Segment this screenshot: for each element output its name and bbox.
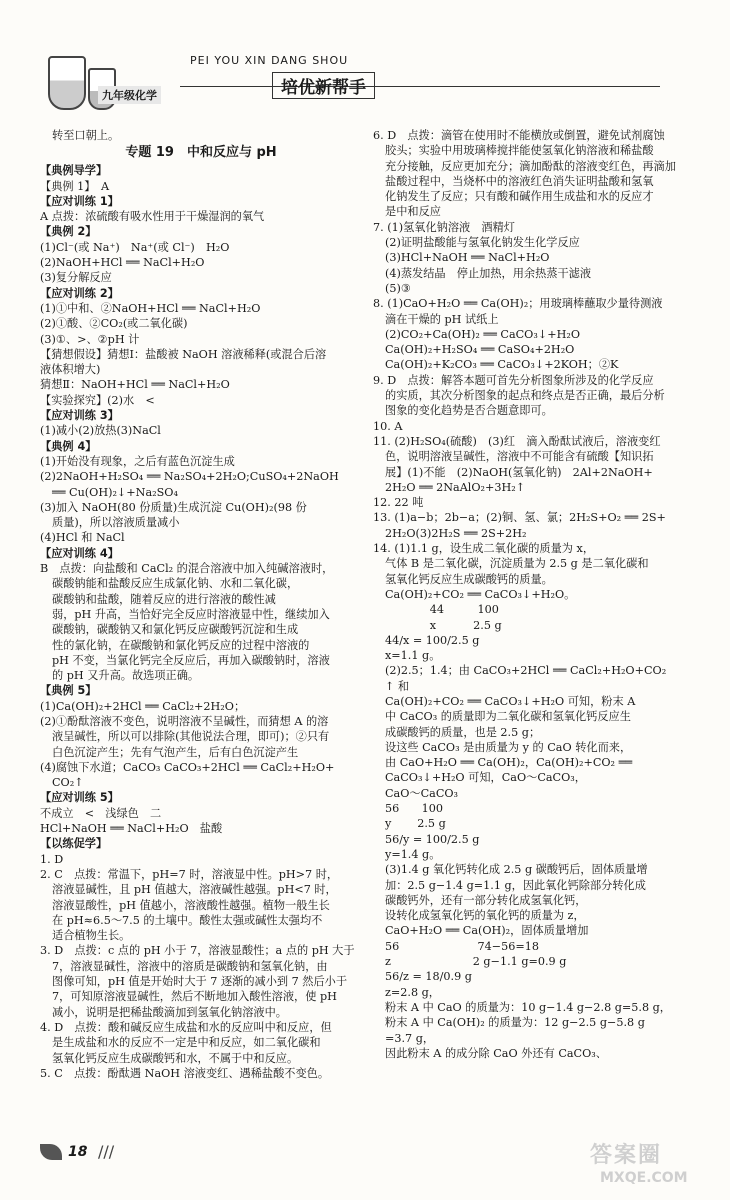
flask-icon — [48, 56, 86, 110]
text-line: 11. (2)H₂SO₄(硫酸) (3)红 滴入酚酞试液后，溶液变红 — [373, 434, 661, 448]
page-footer — [40, 1142, 160, 1166]
text-line: 5. C 点拨：酚酞遇 NaOH 溶液变红、遇稀盐酸不变色。 — [40, 1066, 330, 1080]
text-line: 56 100 — [385, 802, 443, 816]
text-line: 【实验探究】(2)水 < — [40, 393, 155, 407]
section-heading: 【应对训练 3】 — [40, 409, 119, 423]
text-line: HCl+NaOH ══ NaCl+H₂O 盐酸 — [40, 822, 223, 836]
text-line: (2)NaOH+HCl ══ NaCl+H₂O — [40, 256, 205, 270]
text-line: 12. 22 吨 — [373, 496, 424, 510]
right-column — [373, 128, 695, 1061]
text-line: 6. D 点拨：滴管在使用时不能横放或倒置，避免试剂腐蚀 — [373, 129, 665, 142]
text-line: 粉末 A 中 CaO 的质量为：10 g−1.4 g−2.8 g=5.8 g， — [385, 1000, 671, 1014]
text-line: Ca(OH)₂+K₂CO₃ ══ CaCO₃↓+2KOH；②K — [385, 358, 619, 372]
text-line: A 点拨：浓硫酸有吸水性用于干燥湿润的氧气 — [40, 210, 265, 224]
text-line: (2)2.5；1.4；由 CaCO₃+2HCl ══ CaCl₂+H₂O+CO₂ — [385, 664, 667, 678]
text-line: 图象的变化趋势是否合题意即可。 — [385, 404, 553, 418]
text-line: 7，可知原溶液显碱性，然后不断地加入酸性溶液，使 pH — [52, 990, 337, 1004]
section-heading: 【应对训练 4】 — [40, 546, 119, 560]
leaf-icon — [40, 1144, 62, 1160]
text-line: 不成立 < 浅绿色 二 — [40, 806, 162, 820]
footer-slashes: /// — [98, 1142, 115, 1161]
text-line: y 2.5 g — [385, 817, 446, 831]
text-line: (4)蒸发结晶 停止加热，用余热蒸干滤液 — [385, 266, 592, 280]
text-line: Ca(OH)₂+H₂SO₄ ══ CaSO₄+2H₂O — [385, 343, 575, 357]
left-column — [40, 128, 362, 1081]
grade-label: 九年级化学 — [98, 86, 161, 104]
text-line: (3)复分解反应 — [40, 271, 112, 285]
text-line: =3.7 g， — [385, 1031, 435, 1045]
section-heading: 【典例 5】 — [40, 684, 97, 698]
text-line: 是生成盐和水的反应不一定是中和反应，如二氧化碳和 — [52, 1036, 321, 1050]
text-line: 2H₂O ══ 2NaAlO₂+3H₂↑ — [385, 480, 526, 494]
text-line: x=1.1 g。 — [385, 649, 441, 663]
text-line: CaCO₃↓+H₂O 可知，CaO～CaCO₃， — [385, 771, 586, 785]
text-line: 碳酸钠和盐酸，随着反应的进行溶液的酸性减 — [52, 592, 276, 606]
text-line: 2. C 点拨：常温下，pH=7 时，溶液显中性。pH>7 时， — [40, 867, 339, 881]
text-line: 9. D 点拨：解答本题可首先分析图象所涉及的化学反应 — [373, 373, 654, 387]
text-line: 【典例 1】 A — [40, 179, 110, 193]
text-line: 粉末 A 中 Ca(OH)₂ 的质量为：12 g−2.5 g−5.8 g — [385, 1016, 645, 1030]
text-line: (3)1.4 g 氧化钙转化成 2.5 g 碳酸钙后，固体质量增 — [385, 863, 648, 877]
text-line: 性的氯化钠，在碳酸钠和氯化钙反应的过程中溶液的 — [52, 638, 310, 652]
text-line: (3)①、>、②pH 计 — [40, 332, 140, 346]
text-line: 溶液显酸性，pH 值越小，溶液酸性越强。植物一般生长 — [52, 898, 330, 912]
text-line: 【猜想假设】猜想Ⅰ：盐酸被 NaOH 溶液稀释(或混合后溶 — [40, 347, 327, 361]
text-line: 14. (1)1.1 g，设生成二氧化碳的质量为 x， — [373, 542, 595, 556]
text-line: 白色沉淀产生；先有气泡产生，后有白色沉淀产生 — [52, 745, 299, 759]
text-line: 由 CaO+H₂O ══ Ca(OH)₂，Ca(OH)₂+CO₂ ══ — [385, 756, 633, 770]
text-line: B 点拨：向盐酸和 CaCl₂ 的混合溶液中加入纯碱溶液时， — [40, 562, 334, 576]
text-line: 展】(1)不能 (2)NaOH(氢氧化钠) 2Al+2NaOH+ — [385, 465, 653, 479]
text-line: 盐酸过程中，当烧杯中的溶液红色消失证明盐酸和氢氧 — [385, 174, 654, 188]
section-heading: 【应对训练 5】 — [40, 791, 119, 805]
text-line: (3)加入 NaOH(80 份质量)生成沉淀 Cu(OH)₂(98 份 — [40, 500, 307, 514]
text-line: (2)①酸、②CO₂(或二氧化碳) — [40, 317, 188, 331]
page-header — [40, 50, 700, 120]
text-line: (2)证明盐酸能与氢氧化钠发生化学反应 — [385, 236, 580, 250]
text-line: (1)Ca(OH)₂+2HCl ══ CaCl₂+2H₂O； — [40, 699, 246, 713]
text-line: 胶头；实验中用玻璃棒搅拌能使氢氧化钠溶液和稀盐酸 — [385, 144, 654, 158]
text-line: 氢氧化钙反应生成碳酸钙的质量。 — [385, 572, 553, 586]
text-line: 加：2.5 g−1.4 g=1.1 g，因此氧化钙除部分转化成 — [385, 878, 646, 892]
text-line: z=2.8 g， — [385, 985, 440, 999]
text-line: (2)2NaOH+H₂SO₄ ══ Na₂SO₄+2H₂O;CuSO₄+2NaOH — [40, 470, 339, 484]
text-line: 是中和反应 — [385, 205, 441, 219]
text-line: (5)③ — [385, 281, 411, 295]
text-line: 液体积增大) — [40, 363, 101, 377]
text-line: (2)CO₂+Ca(OH)₂ ══ CaCO₃↓+H₂O — [385, 327, 581, 341]
text-line: 适合植物生长。 — [52, 929, 131, 943]
text-line: 1. D — [40, 852, 64, 866]
section-heading: 【典例 2】 — [40, 225, 97, 239]
text-line: (1)Cl⁻(或 Na⁺) Na⁺(或 Cl⁻) H₂O — [40, 240, 230, 254]
text-line: 因此粉末 A 的成分除 CaO 外还有 CaCO₃、 — [385, 1046, 607, 1060]
text-line: 56 74−56=18 — [385, 939, 540, 953]
section-heading: 【应对训练 2】 — [40, 286, 119, 300]
text-line: (4)HCl 和 NaCl — [40, 531, 125, 545]
text-line: 化钠发生了反应；只有酸和碱作用生成盐和水的反应才 — [385, 190, 654, 204]
section-heading: 【以练促学】 — [40, 837, 108, 851]
text-line: 的 pH 又升高。故选项正确。 — [52, 669, 200, 683]
text-line: 2H₂O(3)2H₂S ══ 2S+2H₂ — [385, 526, 527, 540]
text-line: z 2 g−1.1 g=0.9 g — [385, 955, 567, 969]
text-line: 猜想Ⅱ：NaOH+HCl ══ NaCl+H₂O — [40, 378, 230, 392]
text-line: (1)减小(2)放热(3)NaCl — [40, 424, 161, 438]
text-line: 中 CaCO₃ 的质量即为二氧化碳和氢氧化钙反应生 — [385, 710, 631, 724]
watermark-logo: 答案圈 — [590, 1143, 663, 1168]
text-line: 44 100 — [385, 603, 499, 617]
section-heading: 【应对训练 1】 — [40, 194, 119, 208]
text-line: 液呈碱性，所以可以排除(其他说法合理，即可)；②只有 — [52, 730, 330, 744]
text-line: 氢氧化钙反应生成碳酸钙和水，不属于中和反应。 — [52, 1051, 299, 1065]
text-line: 碳酸钙外，还有一部分转化成氢氧化钙， — [385, 893, 587, 907]
text-line: ══ Cu(OH)₂↓+Na₂SO₄ — [52, 485, 178, 499]
text-line: 碳酸钠能和盐酸反应生成氯化钠、水和二氧化碳， — [52, 577, 299, 591]
text-line: ↑ 和 — [385, 679, 410, 693]
text-line: 7. (1)氢氧化钠溶液 酒精灯 — [373, 220, 515, 234]
text-line: (4)腐蚀下水道；CaCO₃ CaCO₃+2HCl ══ CaCl₂+H₂O+ — [40, 760, 335, 774]
text-line: (3)HCl+NaOH ══ NaCl+H₂O — [385, 251, 550, 265]
text-line: (2)①酚酞溶液不变色，说明溶液不呈碱性，而猜想 A 的溶 — [40, 714, 329, 728]
page-number: 18 — [68, 1144, 88, 1160]
text-line: 转至口朝上。 — [52, 129, 120, 142]
text-line: 充分接触，反应更加充分；滴加酚酞的溶液变红色，再滴加 — [385, 159, 676, 173]
text-line: 图像可知，pH 值是开始时大于 7 逐渐的减小到 7 然后小于 — [52, 975, 348, 989]
text-line: 8. (1)CaO+H₂O ══ Ca(OH)₂；用玻璃棒蘸取少量待测液 — [373, 297, 663, 311]
text-line: 质量)，所以溶液质量减小 — [52, 516, 180, 530]
text-line: 滴在干燥的 pH 试纸上 — [385, 312, 499, 326]
text-line: 弱，pH 升高，当恰好完全反应时溶液显中性，继续加入 — [52, 607, 330, 621]
section-heading: 【典例 4】 — [40, 439, 97, 453]
text-line: 碳酸钠，碳酸钠又和氯化钙反应碳酸钙沉淀和生成 — [52, 623, 299, 637]
text-line: Ca(OH)₂+CO₂ ══ CaCO₃↓+H₂O。 — [385, 587, 576, 601]
text-line: CO₂↑ — [52, 776, 84, 790]
section-heading: 【典例导学】 — [40, 164, 108, 178]
text-line: 56/y = 100/2.5 g — [385, 832, 480, 846]
text-line: y=1.4 g。 — [385, 847, 441, 861]
text-line: 44/x = 100/2.5 g — [385, 633, 480, 647]
text-line: 7，溶液显碱性，溶液中的溶质是碳酸钠和氢氧化钠，由 — [52, 959, 328, 973]
text-line: 气体 B 是二氧化碳，沉淀质量为 2.5 g 是二氧化碳和 — [385, 557, 649, 571]
text-line: 设这些 CaCO₃ 是由质量为 y 的 CaO 转化而来， — [385, 740, 632, 754]
text-line: 溶液显碱性，且 pH 值越大，溶液碱性越强。pH<7 时， — [52, 883, 337, 897]
text-line: 减小，说明是把稀盐酸滴加到氢氧化钠溶液中。 — [52, 1005, 287, 1019]
text-line: CaO+H₂O ══ Ca(OH)₂，固体质量增加 — [385, 924, 589, 938]
text-line: CaO～CaCO₃ — [385, 786, 459, 800]
text-line: 在 pH≈6.5～7.5 的土壤中。酸性太强或碱性太强均不 — [52, 913, 323, 927]
text-line: 成碳酸钙的质量，也是 2.5 g； — [385, 725, 541, 739]
header-rule — [180, 86, 660, 87]
text-line: 3. D 点拨：c 点的 pH 小于 7，溶液显酸性；a 点的 pH 大于 — [40, 944, 355, 958]
text-line: 色，说明溶液呈碱性，溶液中不可能含有硫酸【知识拓 — [385, 450, 654, 464]
text-line: (1)①中和、②NaOH+HCl ══ NaCl+H₂O — [40, 301, 261, 315]
text-line: x 2.5 g — [385, 618, 502, 632]
section-title: 专题 19 中和反应与 pH — [125, 145, 277, 161]
text-line: 56/z = 18/0.9 g — [385, 970, 472, 984]
text-line: 4. D 点拨：酸和碱反应生成盐和水的反应叫中和反应，但 — [40, 1020, 332, 1034]
text-line: 的实质，其次分析图象的起点和终点是否正确，最后分析 — [385, 389, 665, 403]
text-line: (1)开始没有现象，之后有蓝色沉淀生成 — [40, 454, 235, 468]
text-line: pH 不变，当氯化钙完全反应后，再加入碳酸钠时，溶液 — [52, 653, 330, 667]
text-line: Ca(OH)₂+CO₂ ══ CaCO₃↓+H₂O 可知，粉末 A — [385, 694, 636, 708]
text-line: 10. A — [373, 419, 403, 433]
text-line: 13. (1)a−b；2b−a；(2)铜、氢、氯；2H₂S+O₂ ══ 2S+ — [373, 511, 666, 525]
text-line: 设转化成氢氧化钙的氧化钙的质量为 z， — [385, 909, 585, 923]
brand-title: 培优新帮手 — [272, 72, 375, 99]
watermark-url: MXQE.COM — [600, 1170, 688, 1186]
header-pinyin: PEI YOU XIN DANG SHOU — [190, 54, 349, 67]
